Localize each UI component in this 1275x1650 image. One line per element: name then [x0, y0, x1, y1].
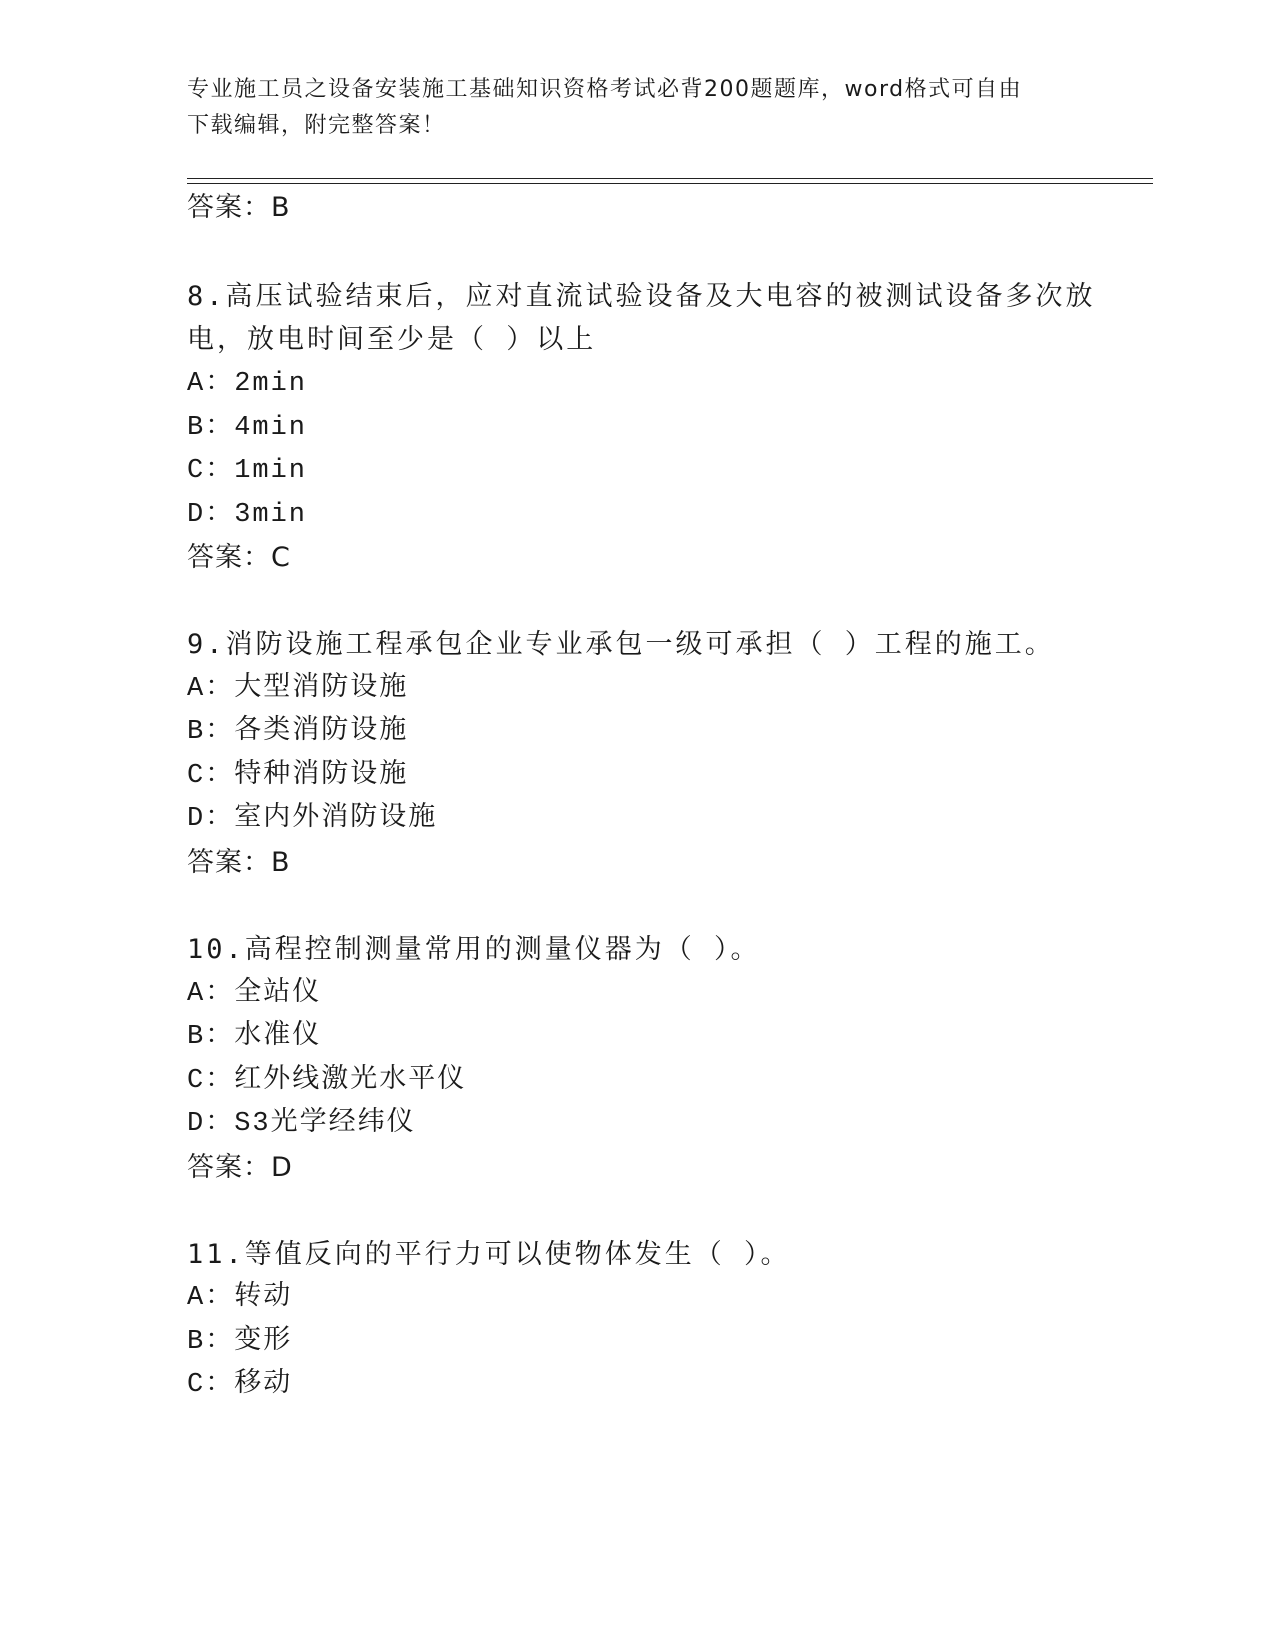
answer-q9: 答案：B [187, 847, 291, 878]
question-8-option-a: A：2min [187, 369, 308, 399]
header-line-2: 下载编辑，附完整答案！ [187, 113, 446, 138]
header-divider-bottom [187, 183, 1153, 184]
question-11-option-a: A：转动 [187, 1283, 293, 1313]
answer-q10: 答案：D [187, 1152, 293, 1183]
question-9-option-a: A：大型消防设施 [187, 674, 409, 704]
question-8-line-2: 电，放电时间至少是（ ）以上 [187, 324, 597, 355]
question-11-option-b: B：变形 [187, 1327, 293, 1357]
question-10-option-c: C：红外线激光水平仪 [187, 1066, 467, 1096]
answer-q8: 答案：C [187, 542, 291, 573]
answer-q7: 答案：B [187, 192, 291, 223]
question-8-option-d: D：3min [187, 500, 308, 530]
question-10-option-d: D：S3光学经纬仪 [187, 1109, 416, 1139]
question-9-option-c: C：特种消防设施 [187, 761, 409, 791]
question-10-option-b: B：水准仪 [187, 1022, 322, 1052]
question-8-option-c: C：1min [187, 456, 308, 486]
question-9-line-1: 9.消防设施工程承包企业专业承包一级可承担（ ）工程的施工。 [187, 629, 1055, 660]
header-divider-top [187, 178, 1153, 179]
question-10-line-1: 10.高程控制测量常用的测量仪器为（ ）。 [187, 934, 761, 965]
question-11-option-c: C：移动 [187, 1370, 293, 1400]
question-8-line-1: 8.高压试验结束后，应对直流试验设备及大电容的被测试设备多次放 [187, 281, 1096, 312]
question-9-option-b: B：各类消防设施 [187, 717, 409, 747]
header-line-1: 专业施工员之设备安装施工基础知识资格考试必背200题题库，word格式可自由 [187, 77, 1023, 102]
document-header [187, 72, 1087, 144]
question-11-line-1: 11.等值反向的平行力可以使物体发生（ ）。 [187, 1239, 791, 1270]
question-8-option-b: B：4min [187, 413, 308, 443]
question-10-option-a: A：全站仪 [187, 979, 322, 1009]
question-9-option-d: D：室内外消防设施 [187, 804, 438, 834]
